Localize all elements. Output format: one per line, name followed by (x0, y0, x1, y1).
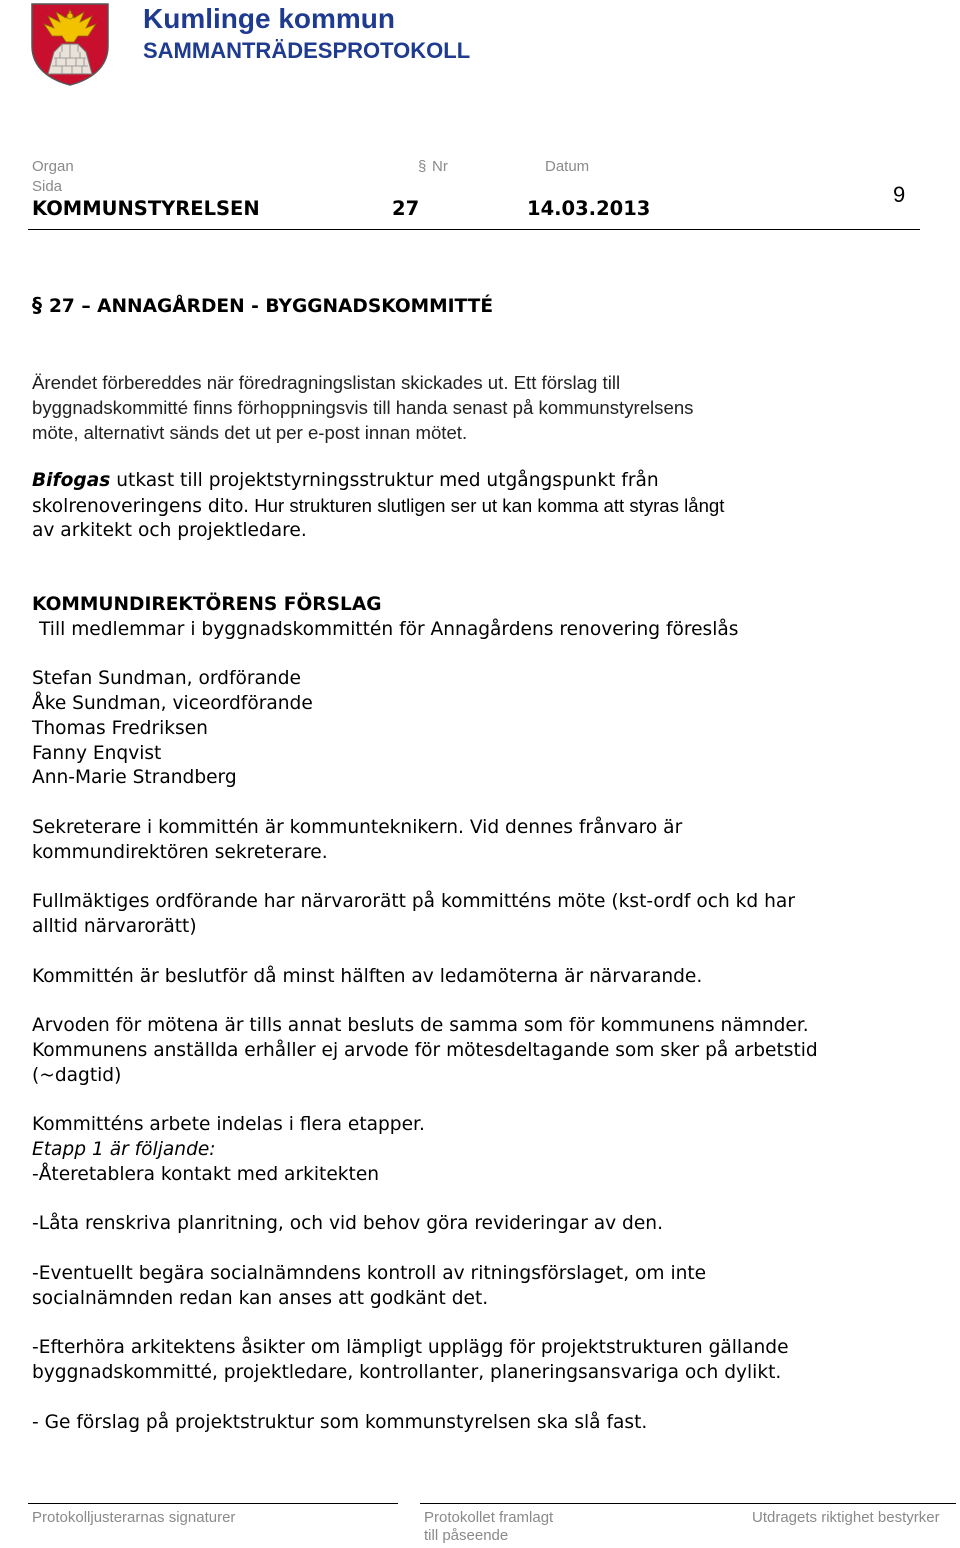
bifogas-line-2a: skolrenoveringens dito. (32, 496, 250, 517)
footer-rule-left (28, 1503, 398, 1504)
fees-line-3: (~dagtid) (32, 1065, 122, 1086)
chair-rights-line-1: Fullmäktiges ordförande har närvarorätt på kommitténs möte (kst-ordf och kd har (32, 891, 795, 912)
label-sida: Sida (32, 178, 63, 195)
section-sign-small: § (418, 158, 427, 175)
label-nr: Nr (432, 158, 448, 175)
step-5: - Ge förslag på projektstruktur som kommunstyrelsen ska slå fast. (32, 1412, 648, 1433)
secretary-line-2: kommundirektören sekreterare. (32, 842, 328, 863)
member-3: Thomas Fredriksen (32, 718, 208, 739)
quorum-text: Kommittén är beslutför då minst hälften av ledamöterna är närvarande. (32, 966, 703, 987)
bifogas-line-1 (32, 470, 659, 491)
bifogas-bold: Bifogas (32, 470, 111, 491)
secretary-line-1: Sekreterare i kommittén är kommunteknikern. Vid dennes frånvaro är (32, 817, 683, 838)
bifogas-line-2 (32, 495, 724, 517)
step-3-line-2: socialnämnden redan kan anses att godkänt det. (32, 1288, 489, 1309)
nr-value: 27 (392, 197, 420, 220)
member-2: Åke Sundman, viceordförande (32, 693, 313, 714)
bifogas-rest: utkast till projektstyrningsstruktur med utgångspunkt från (110, 470, 659, 491)
bifogas-line-3: av arkitekt och projektledare. (32, 520, 307, 541)
label-organ: Organ (32, 158, 74, 175)
step-2: -Låta renskriva planritning, och vid behov göra revideringar av den. (32, 1213, 663, 1234)
municipality-name: Kumlinge kommun (143, 3, 396, 34)
footer-displayed-line-2: till påseende (424, 1527, 509, 1544)
footer-signatures: Protokolljusterarnas signaturer (32, 1509, 236, 1526)
intro-line-2: byggnadskommitté finns förhoppningsvis till handa senast på kommunstyrelsens (32, 397, 694, 418)
step-4-line-2: byggnadskommitté, projektledare, kontrollanter, planeringsansvariga och dylikt. (32, 1362, 782, 1383)
proposal-lead: Till medlemmar i byggnadskommittén för Annagårdens renovering föreslås (39, 619, 739, 640)
fees-line-1: Arvoden för mötena är tills annat besluts de samma som för kommunens nämnder. (32, 1015, 809, 1036)
stages-intro: Kommitténs arbete indelas i flera etapper. (32, 1114, 425, 1135)
step-4-line-1: -Efterhöra arkitektens åsikter om lämpligt upplägg för projektstrukturen gällande (32, 1337, 789, 1358)
chair-rights-line-2: alltid närvarorätt) (32, 916, 197, 937)
coat-of-arms-icon (30, 2, 110, 86)
section-heading (32, 293, 493, 317)
footer-certified: Utdragets riktighet bestyrker (752, 1509, 940, 1526)
datum-value: 14.03.2013 (527, 197, 651, 220)
organ-value: KOMMUNSTYRELSEN (32, 197, 260, 220)
section-title: 27 – ANNAGÅRDEN - BYGGNADSKOMMITTÉ (48, 296, 494, 317)
section-symbol: § (32, 293, 42, 317)
bifogas-line-2b: Hur strukturen slutligen ser ut kan komma att styras långt (249, 495, 725, 516)
member-4: Fanny Enqvist (32, 743, 162, 764)
document-type: SAMMANTRÄDESPROTOKOLL (143, 38, 471, 63)
intro-line-3: möte, alternativt sänds det ut per e-post innan mötet. (32, 422, 468, 443)
fees-line-2: Kommunens anställda erhåller ej arvode för mötesdeltagande som sker på arbetstid (32, 1040, 818, 1061)
stage-1-label: Etapp 1 är följande: (32, 1139, 216, 1160)
member-1: Stefan Sundman, ordförande (32, 668, 301, 689)
footer-displayed-line-1: Protokollet framlagt (424, 1509, 554, 1526)
step-1: -Återetablera kontakt med arkitekten (32, 1164, 380, 1185)
intro-line-1: Ärendet förbereddes när föredragningslistan skickades ut. Ett förslag till (32, 372, 621, 393)
label-datum: Datum (545, 158, 590, 175)
step-3-line-1: -Eventuellt begära socialnämndens kontroll av ritningsförslaget, om inte (32, 1263, 707, 1284)
page-number: 9 (893, 182, 906, 207)
member-5: Ann-Marie Strandberg (32, 767, 237, 788)
footer-rule-right (420, 1503, 956, 1504)
proposal-heading: KOMMUNDIREKTÖRENS FÖRSLAG (32, 594, 382, 615)
header-divider (28, 229, 920, 230)
